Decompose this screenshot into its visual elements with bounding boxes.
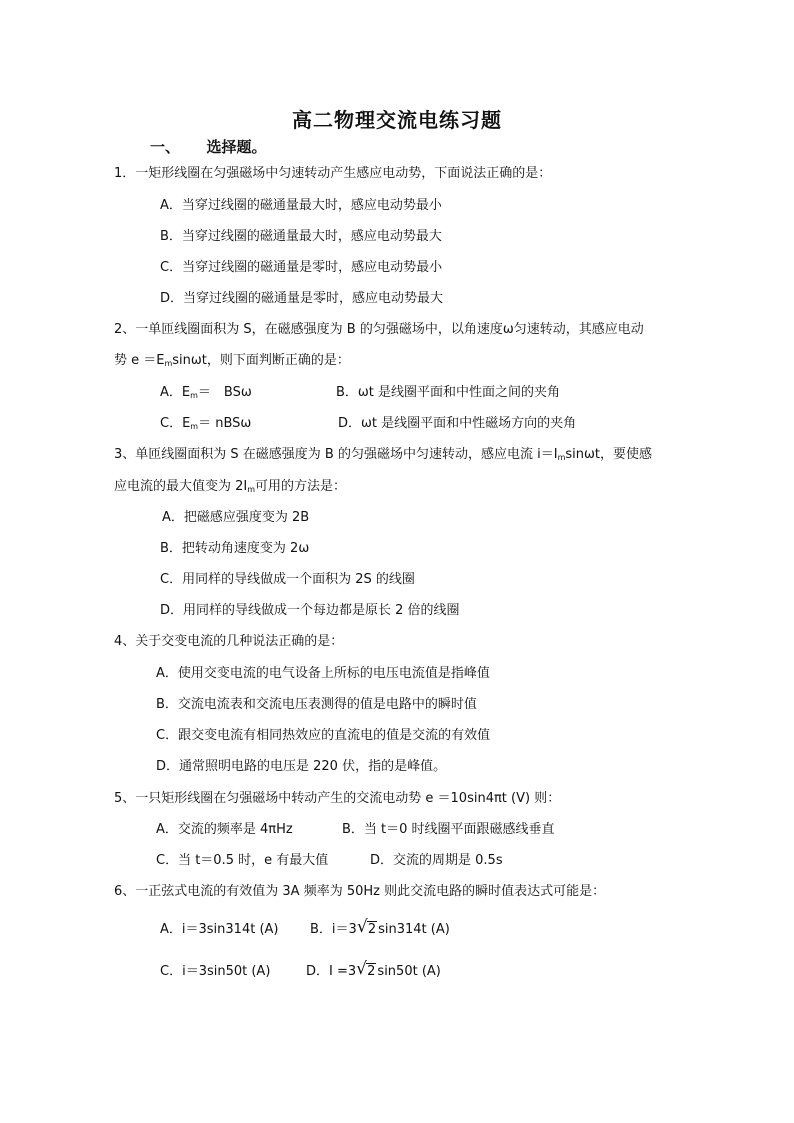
question-4-option-d: D．通常照明电路的电压是 220 伏，指的是峰值。 [156, 759, 447, 774]
section-label: 选择题。 [206, 138, 267, 156]
sqrt-symbol: √ 2 [357, 962, 376, 982]
question-1-option-a: A．当穿过线圈的磁通量最大时，感应电动势最小 [160, 198, 442, 213]
question-5-option-c: C．当 t＝0.5 时，e 有最大值 [156, 853, 329, 868]
section-number: 一、 [150, 138, 181, 156]
question-6-option-b: B．i＝3√ 2 sin314t (A) [310, 920, 450, 940]
question-5-option-a: A．交流的频率是 4πHz [156, 822, 293, 837]
question-1-option-d: D．当穿过线圈的磁通量是零时，感应电动势最大 [160, 291, 444, 306]
question-6-stem: 6、一正弦式电流的有效值为 3A 频率为 50Hz 则此交流电路的瞬时值表达式可能是： [114, 884, 606, 899]
sqrt-symbol: √ 2 [358, 920, 377, 940]
question-5-stem: 5、一只矩形线圈在匀强磁场中转动产生的交流电动势 e ＝10sin4πt (V) 则： [114, 791, 561, 806]
question-2-option-b: B．ωt 是线圈平面和中性面之间的夹角 [336, 385, 561, 400]
question-4-option-c: C．跟交变电流有相同热效应的直流电的值是交流的有效值 [156, 728, 491, 743]
question-4-option-b: B．交流电流表和交流电压表测得的值是电路中的瞬时值 [156, 697, 477, 712]
question-1-option-c: C．当穿过线圈的磁通量是零时，感应电动势最小 [160, 260, 443, 275]
question-6-option-c: C．i＝3sin50t (A) [160, 964, 271, 979]
question-4-stem: 4、关于交变电流的几种说法正确的是： [114, 634, 344, 649]
question-6-option-d: D．I =3√ 2 sin50t (A) [306, 962, 441, 982]
question-2-option-d: D．ωt 是线圈平面和中性磁场方向的夹角 [338, 416, 577, 431]
question-4-option-a: A．使用交变电流的电气设备上所标的电压电流值是指峰值 [156, 666, 490, 681]
question-5-option-d: D．交流的周期是 0.5s [370, 853, 503, 868]
page-title: 高二物理交流电练习题 [292, 108, 502, 132]
question-3-option-c: C．用同样的导线做成一个面积为 2S 的线圈 [160, 572, 415, 587]
question-2-stem-line1: 2、一单匝线圈面积为 S，在磁感强度为 B 的匀强磁场中，以角速度ω匀速转动，其感应电动 [114, 322, 644, 337]
section-heading [150, 137, 267, 157]
question-3-option-a: A．把磁感应强度变为 2B [162, 510, 310, 525]
question-2-option-a: A．$E_m=$ BSω [160, 385, 252, 400]
question-1-stem: 1．一矩形线圈在匀强磁场中匀速转动产生感应电动势，下面说法正确的是： [114, 166, 552, 181]
question-5-option-b: B．当 t＝0 时线圈平面跟磁感线垂直 [342, 822, 555, 837]
question-6-option-a: A．i＝3sin314t (A) [160, 922, 279, 937]
question-3-option-b: B．把转动角速度变为 2ω [160, 541, 310, 556]
question-1-option-b: B．当穿过线圈的磁通量最大时，感应电动势最大 [160, 229, 442, 244]
question-3-stem-line1: 3、单匝线圈面积为 S 在磁感强度为 B 的匀强磁场中匀速转动，感应电流 $i=I_m\sin\omega t$，要使感 [114, 447, 652, 462]
question-3-option-d: D．用同样的导线做成一个每边都是原长 2 倍的线圈 [160, 603, 460, 618]
question-2-stem-line2: 势 $e =E_m\sin\omega t$，则下面判断正确的是： [114, 353, 350, 368]
question-2-option-c: C．$E_m= nBS\omega$ [160, 416, 252, 431]
question-3-stem-line2: 应电流的最大值变为 $2I_m$可用的方法是： [114, 479, 347, 494]
